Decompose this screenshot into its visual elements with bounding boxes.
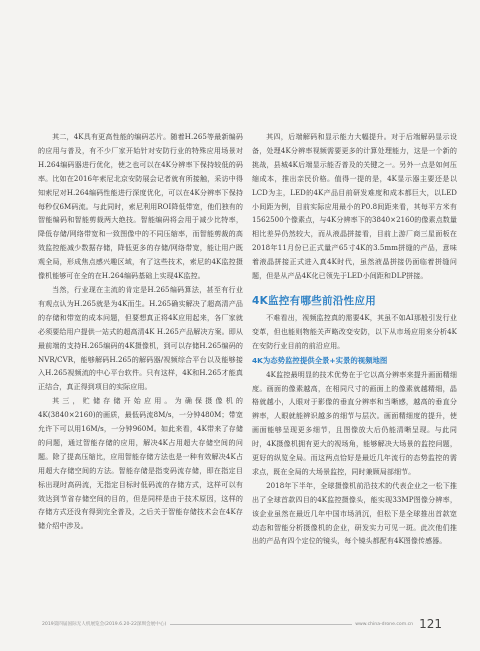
body-paragraph: 当然，行业现在主流的肯定是H.265编码算法，甚至有行业有观点认为H.265就是为4K而生。H.265确实解决了超高清产品的存储和带宽的成本问题，但要想真正将4K应用起来，各厂家就必须要给用户提供一站式的超高清4K H.265产品解决方案。即从最前端的支持H.265编码的4K摄像机，到可以存储H.265编码的NVR/CVR，能够解码H.265的解码器/视频综合平台以及能够接入H.265视频流的中心平台软件。只有这样，4K和H.265才能真正结合，真正得到项目的实际应用。 (38, 284, 243, 392)
right-column (252, 130, 457, 548)
body-paragraph: 其二，4K具有更高性能的编码芯片。随着H.265等最新编码的应用与普及，有不少厂家开始针对安防行业的特殊应用场景对H.264编码器进行优化，使之也可以在4K分辨率下保持较低的码率。比如在2016年索尼北京安防展会记者就有所接触，采访中得知索尼对H.264编码性能进行深度优化，可以在4K分辨率下保持每秒仅6M码流。与此同时，索尼利用ROI降低带宽，他们独有的智能编码和智能剪裁两大绝技。智能编码将会用于减少比特率，降低存储/网络带宽和一致图像中的不同压缩率，而智能剪裁的高效监控能减少数据存储，降低更多的存储/网络带宽，能让用户既观全局，形成焦点感兴趣区域，有了这些技术，索尼的4K监控摄像机能够可在全的在H.264编码基础上实现4K监控。 (38, 132, 243, 281)
footer-divider (170, 624, 352, 625)
footer-event-text: 2019第四届国际无人机展览会(2019.6.20-22深圳会展中心) (42, 622, 167, 627)
body-paragraph: 2018年下半年，全球摄像机前沿技术的代表企业之一松下推出了全球首款四目的4K监控摄像头，能实现33MP图像分辨率，该企业虽然在最近几年中国市场消沉，但松下是全球推出首款宽动态和智能分析摄像机的企业，研发实力可见一斑。此次他们推出的产品有四个定位的镜头，每个镜头都配有4K图像传感器。 (252, 480, 457, 546)
body-paragraph: 不难看出，视频监控真的需要4K，其虽不如AI那般引发行业变革，但也能则物能关声略改变安防，以下从市场应用来分析4K在安防行业目前的前沿应用。 (252, 312, 457, 350)
body-paragraph: 其三，贮储存储开始应用。为确保摄像机的4K(3840×2160)的画质，最低码流8M/s，一分钟480M；带宽允许下可以用16M/s，一分钟960M。如此来看，4K带来了存储的问题，通过智能存储的应用，解决4K占用超大存储空间的问题。除了提高压缩比，应用智能存储方法也是一种有效解决4K占用超大存储空间的方法。智能存储是指变码流存储，即在指定目标出现时高码流，无指定目标时低码流的存储方式，这样可以有效达到节省存储空间的目的，但是同样是由于技术原因，这样的存储方式还没有得到完全普及，之后关于智能存储技术会在4K存储介绍中涉及。 (38, 396, 243, 531)
left-column (38, 130, 243, 533)
section-heading: 4K监控有哪些前沿性应用 (252, 294, 377, 307)
body-paragraph: 其四，后端解码和显示能力大幅提升。对于后端解码显示设备，处理4K分辨率视频需要更多的计算处理能力，这是一个新的挑战，县城4K后端显示能否普及的关键之一。另外一点是如何压缩成本，推出亲民价格。值得一提的是，4K显示器主要还是以LCD为主，LED的4K产品目前研发难度和成本都巨大，以LED小间距为例，目前实际应用最小的P0.8间距来看，其每平方米有1562500个像素点，与4K分辨率下的3840×2160的像素点数量相比差异仍然较大，而从液晶拼接看，目前上游厂商三星面板在2018年11月份已正式量产65寸4K的3.5mm拼缝的产品，意味着液晶拼接正式进入真4K时代，虽然液晶拼接仍面临着拼缝问题，但是从产品4K化已领先于LED小间距和DLP拼接。 (252, 132, 457, 281)
page-footer (42, 617, 442, 631)
footer-url: www.china-drone.com.cn (355, 621, 414, 627)
page-number: 121 (419, 617, 442, 631)
subsection-heading: 4K为态势监控提供全景+实景的视频地图 (252, 355, 388, 365)
body-paragraph: 4K监控最明显的技术优势在于它以高分辨率来提升画面精细度。画面的像素越高，在相同尺寸的画面上的像素就越精细，晶格就越小，人眼对于影像的垂直分辨率和当晰感，越高的垂直分辨率，人眼就能辨识越多的细节与层次。画面精细度的提升，使画面能够呈现更多细节，且图像放大后仍能清晰呈现。与此同时，4K摄像机拥有更大的视场角，能够解决大场景的监控问题，更好的纵览全局。而这两点恰好是最近几年流行的态势监控的需求点，既在全局的大场景监控，同时兼顾局部细节。 (252, 369, 457, 476)
